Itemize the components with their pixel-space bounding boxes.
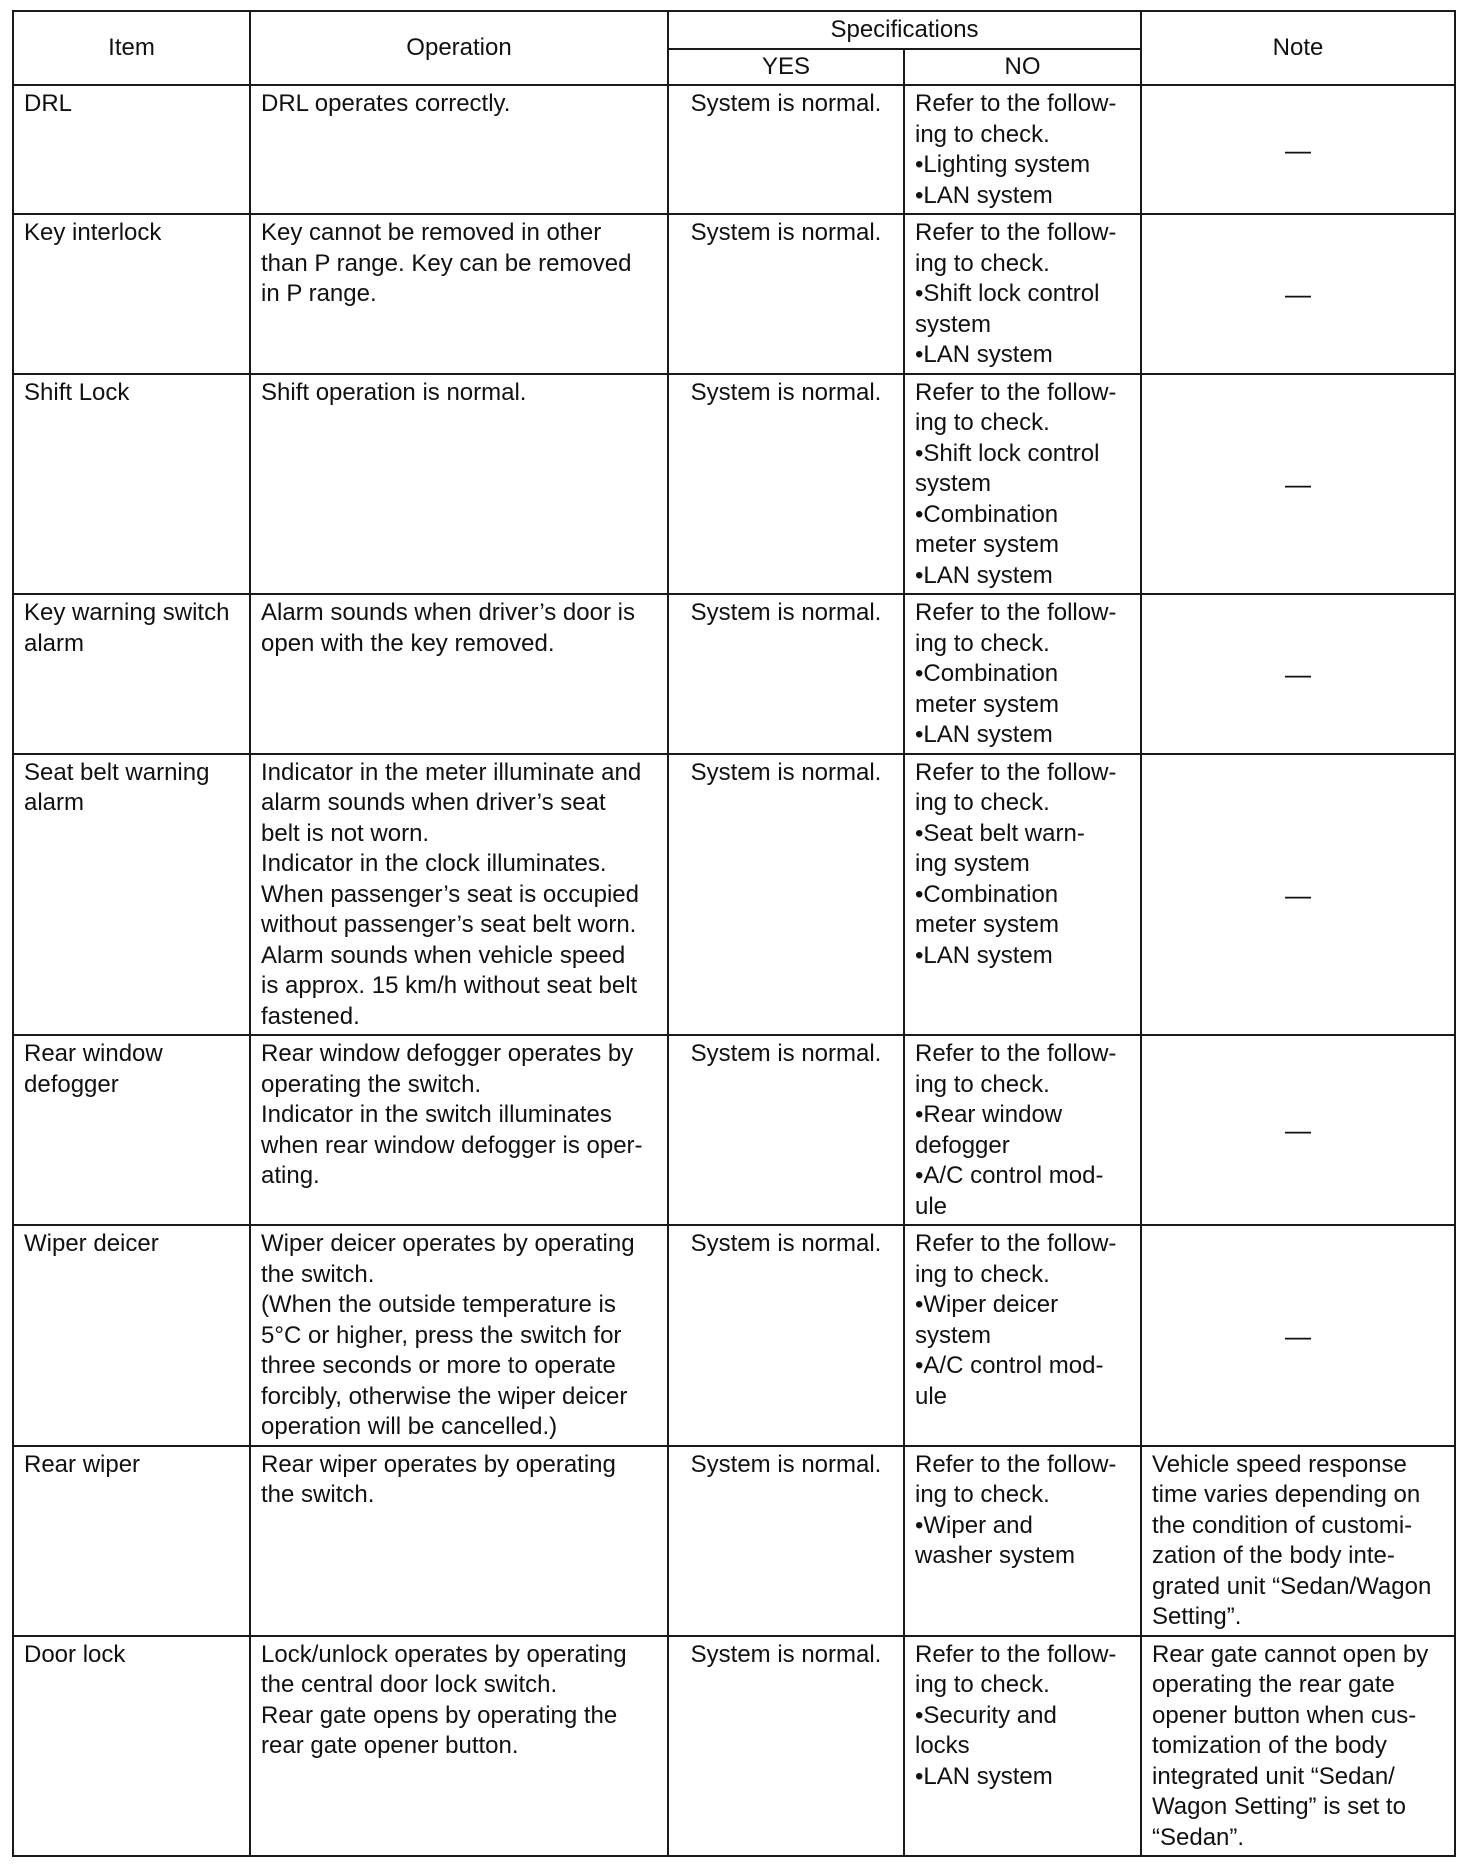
table-row (13, 214, 1455, 374)
header-specifications: Specifications (668, 11, 1141, 49)
operation-text: without passenger’s seat belt worn. (261, 911, 637, 938)
note-text: — (1285, 659, 1312, 689)
bullet-item (915, 469, 1130, 500)
cell-no (904, 214, 1141, 374)
table-row (13, 1035, 1455, 1225)
cell-item (13, 594, 250, 754)
bullet-item (915, 1290, 1130, 1321)
cell-no (904, 594, 1141, 754)
bullet-icon: • (915, 721, 924, 748)
item-text: Key warning switch (24, 599, 230, 626)
bullet-item (915, 1192, 1130, 1223)
cell-note (1141, 374, 1455, 595)
no-lead-text: Refer to the follow- (915, 758, 1117, 786)
bullet-text: Shift lock control (923, 439, 1100, 467)
yes-text: System is normal. (690, 90, 882, 117)
bullet-icon: • (915, 561, 924, 589)
bullet-item (915, 439, 1130, 470)
note-text: — (1285, 279, 1312, 309)
cell-no (904, 374, 1141, 595)
operation-text: Indicator in the clock illuminates. (261, 850, 607, 877)
cell-yes (668, 1446, 904, 1636)
bullet-text: defogger (915, 1131, 1010, 1159)
operation-text: the central door lock switch. (261, 1671, 558, 1698)
bullet-item (915, 530, 1130, 561)
table-row (13, 85, 1455, 214)
cell-yes (668, 1225, 904, 1446)
bullet-item (915, 310, 1130, 341)
note-text: the condition of customi- (1152, 1511, 1413, 1539)
operation-text: Indicator in the switch illuminates (261, 1101, 612, 1128)
operation-text: Rear wiper operates by operating (261, 1450, 616, 1478)
bullet-icon: • (915, 1101, 924, 1128)
cell-yes (668, 754, 904, 1036)
bullet-icon: • (915, 439, 924, 467)
header-note: Note (1141, 11, 1455, 85)
bullet-icon: • (915, 1291, 924, 1318)
operation-text: When passenger’s seat is occupied (261, 880, 639, 908)
operation-text: when rear window defogger is oper- (261, 1131, 643, 1159)
cell-no (904, 1636, 1141, 1857)
cell-note (1141, 1636, 1455, 1857)
bullet-text: LAN system (923, 561, 1053, 589)
item-text: Key interlock (24, 219, 162, 246)
cell-note (1141, 1035, 1455, 1225)
bullet-text: Seat belt warn- (923, 819, 1085, 847)
cell-note (1141, 85, 1455, 214)
bullet-icon: • (915, 1762, 924, 1790)
operation-text: operating the switch. (261, 1070, 482, 1098)
bullet-item (915, 150, 1130, 181)
item-text: Rear window (24, 1040, 163, 1067)
operation-text: Shift operation is normal. (261, 378, 527, 406)
cell-item (13, 374, 250, 595)
yes-text: System is normal. (690, 1040, 882, 1067)
operation-text: Key cannot be removed in other (261, 219, 602, 246)
bullet-icon: • (915, 660, 924, 687)
no-lead-text: ing to check. (915, 1260, 1050, 1288)
operation-text: Alarm sounds when driver’s door is (261, 599, 635, 626)
operation-text: Rear gate opens by operating the (261, 1701, 618, 1729)
note-text: operating the rear gate (1152, 1671, 1395, 1698)
bullet-text: ing system (915, 850, 1030, 877)
bullet-item (915, 1351, 1130, 1382)
note-text: Setting”. (1152, 1603, 1242, 1630)
yes-text: System is normal. (690, 599, 882, 626)
header-operation: Operation (250, 11, 668, 85)
header-item: Item (13, 11, 250, 85)
bullet-item (915, 181, 1130, 212)
note-text: opener button when cus- (1152, 1701, 1417, 1729)
yes-text: System is normal. (690, 1230, 882, 1257)
bullet-text: A/C control mod- (923, 1352, 1104, 1379)
bullet-item (915, 1321, 1130, 1352)
cell-no (904, 85, 1141, 214)
bullet-icon: • (915, 1701, 924, 1729)
no-lead-text: Refer to the follow- (915, 378, 1117, 406)
no-lead-text: Refer to the follow- (915, 219, 1117, 246)
bullet-item (915, 941, 1130, 972)
bullet-item (915, 500, 1130, 531)
header-yes: YES (668, 49, 904, 86)
bullet-text: LAN system (923, 181, 1053, 209)
cell-no (904, 1446, 1141, 1636)
bullet-text: meter system (915, 911, 1060, 938)
bullet-item (915, 1731, 1130, 1762)
bullet-text: Wiper and (923, 1511, 1033, 1539)
bullet-text: Rear window (923, 1101, 1063, 1128)
cell-yes (668, 1636, 904, 1857)
bullet-text: Combination (923, 500, 1059, 528)
operation-text: ating. (261, 1162, 320, 1189)
no-lead-text: ing to check. (915, 789, 1050, 816)
table-body (13, 85, 1455, 1856)
cell-note (1141, 594, 1455, 754)
no-lead-text: Refer to the follow- (915, 1040, 1117, 1067)
no-lead-text: ing to check. (915, 249, 1050, 277)
yes-text: System is normal. (690, 1640, 882, 1668)
item-text: DRL (24, 90, 73, 117)
cell-item (13, 1225, 250, 1446)
cell-operation (250, 374, 668, 595)
operation-text: Lock/unlock operates by operating (261, 1640, 627, 1668)
no-lead-text: ing to check. (915, 1070, 1050, 1098)
operation-text: in P range. (261, 280, 377, 307)
table-row (13, 754, 1455, 1036)
operation-text: DRL operates correctly. (261, 90, 511, 117)
yes-text: System is normal. (690, 1450, 882, 1478)
yes-text: System is normal. (690, 378, 882, 406)
operation-text: fastened. (261, 1002, 360, 1030)
note-text: “Sedan”. (1152, 1823, 1245, 1851)
item-text: Door lock (24, 1640, 126, 1668)
item-text: Rear wiper (24, 1450, 141, 1478)
note-text: time varies depending on (1152, 1481, 1421, 1508)
bullet-item (915, 1161, 1130, 1192)
cell-note (1141, 754, 1455, 1036)
bullet-text: ule (915, 1192, 948, 1220)
bullet-text: meter system (915, 531, 1060, 558)
note-text: — (1285, 879, 1312, 910)
bullet-text: washer system (915, 1542, 1076, 1569)
cell-yes (668, 374, 904, 595)
note-text: zation of the body inte- (1152, 1542, 1395, 1569)
note-text: — (1285, 134, 1312, 165)
bullet-item (915, 849, 1130, 880)
note-text: tomization of the body (1152, 1732, 1387, 1759)
no-lead-text: ing to check. (915, 120, 1050, 148)
item-text: Wiper deicer (24, 1230, 159, 1257)
bullet-item (915, 1541, 1130, 1572)
cell-yes (668, 1035, 904, 1225)
cell-operation (250, 1636, 668, 1857)
cell-no (904, 1035, 1141, 1225)
bullet-item (915, 1511, 1130, 1542)
bullet-text: Security and (923, 1701, 1057, 1729)
specification-table (12, 10, 1456, 1857)
table-row (13, 1225, 1455, 1446)
item-text: Seat belt warning (24, 758, 210, 786)
operation-text: rear gate opener button. (261, 1732, 519, 1759)
bullet-icon: • (915, 941, 924, 969)
bullet-icon: • (915, 500, 924, 528)
cell-note (1141, 214, 1455, 374)
bullet-icon: • (915, 1162, 924, 1189)
bullet-item (915, 279, 1130, 310)
cell-no (904, 1225, 1141, 1446)
cell-note (1141, 1446, 1455, 1636)
bullet-item (915, 910, 1130, 941)
bullet-text: Combination (923, 660, 1059, 687)
bullet-text: Combination (923, 880, 1059, 908)
bullet-item (915, 880, 1130, 911)
bullet-text: LAN system (923, 941, 1053, 969)
note-text: grated unit “Sedan/Wagon (1152, 1572, 1432, 1600)
cell-item (13, 85, 250, 214)
no-lead-text: ing to check. (915, 1671, 1050, 1698)
header-no: NO (904, 49, 1141, 86)
operation-text: open with the key removed. (261, 629, 555, 657)
item-text: Shift Lock (24, 378, 130, 406)
bullet-text: Wiper deicer (923, 1291, 1059, 1318)
bullet-item (915, 1131, 1130, 1162)
cell-operation (250, 85, 668, 214)
bullet-icon: • (915, 880, 924, 908)
item-text: alarm (24, 629, 85, 657)
operation-text: forcibly, otherwise the wiper deicer (261, 1382, 628, 1410)
note-text: — (1285, 1115, 1312, 1146)
cell-note (1141, 1225, 1455, 1446)
bullet-text: LAN system (923, 721, 1053, 748)
bullet-item (915, 1762, 1130, 1793)
header-row (13, 11, 1455, 49)
bullet-item (915, 819, 1130, 850)
bullet-text: meter system (915, 690, 1060, 718)
operation-text: three seconds or more to operate (261, 1352, 616, 1379)
cell-operation (250, 754, 668, 1036)
cell-item (13, 1446, 250, 1636)
bullet-item (915, 1701, 1130, 1732)
bullet-text: locks (915, 1732, 970, 1759)
table-row (13, 594, 1455, 754)
yes-text: System is normal. (690, 758, 882, 786)
bullet-text: system (915, 310, 992, 338)
cell-operation (250, 1035, 668, 1225)
operation-text: the switch. (261, 1481, 375, 1508)
bullet-item (915, 1382, 1130, 1413)
cell-operation (250, 214, 668, 374)
table-row (13, 1446, 1455, 1636)
operation-text: than P range. Key can be removed (261, 249, 632, 277)
operation-text: (When the outside temperature is (261, 1291, 616, 1318)
note-text: — (1285, 469, 1312, 499)
no-lead-text: Refer to the follow- (915, 599, 1117, 626)
bullet-icon: • (915, 280, 924, 307)
cell-operation (250, 1225, 668, 1446)
cell-item (13, 754, 250, 1036)
bullet-icon: • (915, 151, 924, 178)
operation-text: is approx. 15 km/h without seat belt (261, 972, 638, 999)
operation-text: Rear window defogger operates by (261, 1040, 634, 1067)
bullet-icon: • (915, 181, 924, 209)
table-row (13, 374, 1455, 595)
note-text: Rear gate cannot open by (1152, 1640, 1429, 1668)
bullet-text: Lighting system (923, 151, 1091, 178)
note-text: Vehicle speed response (1152, 1450, 1407, 1478)
table-row (13, 1636, 1455, 1857)
bullet-text: Shift lock control (923, 280, 1100, 307)
operation-text: Wiper deicer operates by operating (261, 1230, 635, 1257)
item-text: alarm (24, 789, 85, 816)
operation-text: belt is not worn. (261, 819, 430, 847)
no-lead-text: ing to check. (915, 1481, 1050, 1508)
cell-operation (250, 594, 668, 754)
no-lead-text: Refer to the follow- (915, 1640, 1117, 1668)
bullet-text: LAN system (923, 1762, 1053, 1790)
item-text: defogger (24, 1070, 119, 1098)
bullet-item (915, 659, 1130, 690)
cell-operation (250, 1446, 668, 1636)
no-lead-text: ing to check. (915, 409, 1050, 436)
bullet-text: system (915, 470, 992, 497)
cell-yes (668, 85, 904, 214)
bullet-text: A/C control mod- (923, 1162, 1104, 1189)
bullet-icon: • (915, 341, 924, 368)
no-lead-text: Refer to the follow- (915, 90, 1117, 117)
cell-item (13, 214, 250, 374)
bullet-item (915, 690, 1130, 721)
operation-text: Indicator in the meter illuminate and (261, 758, 642, 786)
cell-yes (668, 214, 904, 374)
cell-yes (668, 594, 904, 754)
bullet-item (915, 561, 1130, 592)
operation-text: the switch. (261, 1260, 375, 1288)
bullet-text: system (915, 1321, 992, 1349)
operation-text: alarm sounds when driver’s seat (261, 789, 606, 816)
bullet-icon: • (915, 1511, 924, 1539)
note-text: Wagon Setting” is set to (1152, 1793, 1406, 1820)
no-lead-text: ing to check. (915, 629, 1050, 657)
bullet-text: ule (915, 1382, 948, 1410)
cell-no (904, 754, 1141, 1036)
bullet-item (915, 720, 1130, 751)
note-text: integrated unit “Sedan/ (1152, 1762, 1395, 1790)
specification-sheet (12, 10, 1454, 1857)
operation-text: 5°C or higher, press the switch for (261, 1321, 622, 1349)
no-lead-text: Refer to the follow- (915, 1450, 1117, 1478)
no-lead-text: Refer to the follow- (915, 1230, 1117, 1257)
operation-text: operation will be cancelled.) (261, 1413, 558, 1440)
bullet-text: LAN system (923, 341, 1053, 368)
cell-item (13, 1636, 250, 1857)
bullet-item (915, 1100, 1130, 1131)
operation-text: Alarm sounds when vehicle speed (261, 941, 626, 969)
bullet-icon: • (915, 819, 924, 847)
bullet-item (915, 340, 1130, 371)
cell-item (13, 1035, 250, 1225)
yes-text: System is normal. (690, 219, 882, 246)
note-text: — (1285, 1320, 1312, 1351)
bullet-icon: • (915, 1352, 924, 1379)
